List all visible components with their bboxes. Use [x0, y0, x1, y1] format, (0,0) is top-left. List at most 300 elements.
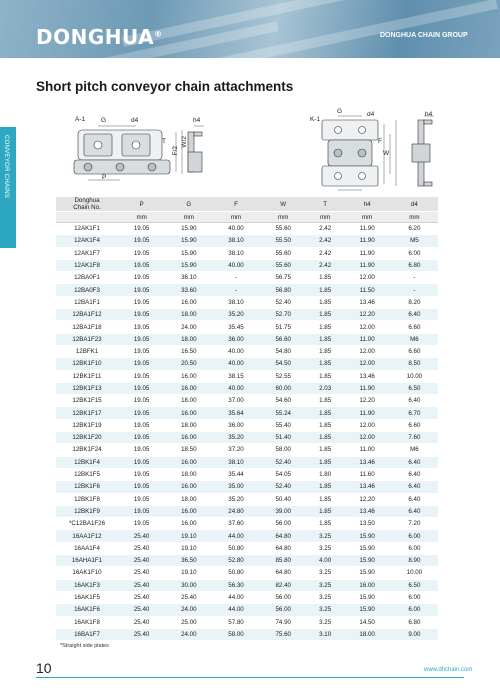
table-row: [56, 358, 438, 370]
value-cell: 56.75: [260, 272, 307, 284]
chain-number-cell: 16AK1F10: [56, 567, 118, 579]
value-cell: 10.00: [391, 567, 438, 579]
chain-number-cell: 12BA1F18: [56, 321, 118, 333]
value-cell: 18.50: [165, 444, 212, 456]
value-cell: 11.90: [344, 247, 391, 259]
chain-number-cell: 12AK1F4: [56, 235, 118, 247]
value-cell: 54.60: [260, 395, 307, 407]
chain-number-cell: 16AK1F8: [56, 616, 118, 628]
value-cell: 64.80: [260, 530, 307, 542]
footnote: *Straight side plates: [60, 643, 109, 649]
value-cell: 44.00: [212, 591, 259, 603]
footer-divider: [36, 677, 464, 678]
value-cell: 12.20: [344, 395, 391, 407]
chain-number-cell: 12BK1F9: [56, 505, 118, 517]
value-cell: -: [391, 284, 438, 296]
chain-number-cell: 16BA1F7: [56, 628, 118, 640]
unit-d4: mm: [391, 212, 438, 223]
value-cell: 12.00: [344, 272, 391, 284]
value-cell: 6.60: [391, 345, 438, 357]
value-cell: 37.20: [212, 444, 259, 456]
value-cell: 56.00: [260, 591, 307, 603]
chain-number-cell: 16AK1F6: [56, 604, 118, 616]
value-cell: 6.80: [391, 259, 438, 271]
value-cell: 12.00: [344, 345, 391, 357]
table-row: [56, 247, 438, 259]
value-cell: 85.80: [260, 555, 307, 567]
table-row: [56, 628, 438, 640]
value-cell: 6.50: [391, 579, 438, 591]
value-cell: 11.00: [344, 444, 391, 456]
table-row: [56, 432, 438, 444]
value-cell: 7.20: [391, 518, 438, 530]
value-cell: -: [212, 284, 259, 296]
value-cell: 25.40: [118, 604, 165, 616]
table-row: [56, 616, 438, 628]
value-cell: 19.05: [118, 432, 165, 444]
value-cell: 2.03: [307, 382, 344, 394]
value-cell: 1.85: [307, 370, 344, 382]
value-cell: 52.40: [260, 481, 307, 493]
value-cell: 6.60: [391, 419, 438, 431]
value-cell: 55.40: [260, 419, 307, 431]
chain-number-cell: 12BK1F17: [56, 407, 118, 419]
chain-number-cell: 12BA0F1: [56, 272, 118, 284]
value-cell: 18.00: [165, 395, 212, 407]
value-cell: 19.05: [118, 259, 165, 271]
value-cell: 19.05: [118, 247, 165, 259]
value-cell: 3.25: [307, 616, 344, 628]
value-cell: 13.46: [344, 296, 391, 308]
value-cell: 19.05: [118, 309, 165, 321]
value-cell: M6: [391, 333, 438, 345]
value-cell: 1.85: [307, 345, 344, 357]
value-cell: 18.00: [165, 493, 212, 505]
value-cell: 19.10: [165, 530, 212, 542]
value-cell: 15.90: [344, 555, 391, 567]
value-cell: 12.00: [344, 358, 391, 370]
table-row: [56, 555, 438, 567]
value-cell: 3.25: [307, 567, 344, 579]
value-cell: 25.40: [118, 530, 165, 542]
chain-number-cell: 12BK1F24: [56, 444, 118, 456]
website-link[interactable]: www.dhchain.com: [424, 667, 473, 673]
value-cell: 30.00: [165, 579, 212, 591]
chain-number-cell: 16AA1F12: [56, 530, 118, 542]
value-cell: 64.80: [260, 567, 307, 579]
value-cell: 33.60: [165, 284, 212, 296]
value-cell: 15.90: [165, 247, 212, 259]
diagram-k-dim-w: W: [383, 150, 390, 157]
value-cell: 11.90: [344, 259, 391, 271]
value-cell: 19.05: [118, 358, 165, 370]
value-cell: 19.10: [165, 567, 212, 579]
table-row: [56, 333, 438, 345]
section-tab: CONVEYOR CHAINS: [0, 127, 16, 248]
value-cell: 50.80: [212, 567, 259, 579]
value-cell: 19.05: [118, 456, 165, 468]
value-cell: 25.40: [118, 542, 165, 554]
value-cell: 1.85: [307, 272, 344, 284]
value-cell: 50.40: [260, 493, 307, 505]
value-cell: 36.50: [165, 555, 212, 567]
value-cell: 19.05: [118, 345, 165, 357]
value-cell: 25.40: [118, 567, 165, 579]
chain-number-cell: 12AK1F8: [56, 259, 118, 271]
value-cell: 15.90: [165, 223, 212, 235]
chain-number-cell: 12BK1F6: [56, 481, 118, 493]
value-cell: 1.85: [307, 432, 344, 444]
value-cell: 16.00: [165, 382, 212, 394]
value-cell: 24.00: [165, 604, 212, 616]
value-cell: 35.45: [212, 321, 259, 333]
value-cell: 12.20: [344, 309, 391, 321]
value-cell: 44.00: [212, 604, 259, 616]
value-cell: 1.85: [307, 493, 344, 505]
chain-number-cell: 12BK1F20: [56, 432, 118, 444]
value-cell: 13.46: [344, 505, 391, 517]
value-cell: 6.40: [391, 493, 438, 505]
table-row: [56, 259, 438, 271]
diagram-a-dim-w: W/2: [181, 136, 188, 148]
unit-t: mm: [307, 212, 344, 223]
value-cell: 19.10: [165, 542, 212, 554]
value-cell: 16.50: [165, 345, 212, 357]
diagram-a-dim-f: F/2: [172, 146, 179, 156]
value-cell: 18.00: [165, 419, 212, 431]
value-cell: 40.00: [212, 259, 259, 271]
value-cell: 19.05: [118, 223, 165, 235]
page-number: 10: [36, 660, 52, 676]
value-cell: 19.05: [118, 333, 165, 345]
diagram-k-drawing: [318, 114, 448, 194]
table-row: [56, 235, 438, 247]
value-cell: 19.05: [118, 518, 165, 530]
value-cell: 52.40: [260, 296, 307, 308]
value-cell: 3.10: [307, 628, 344, 640]
value-cell: 37.00: [212, 395, 259, 407]
value-cell: 64.80: [260, 542, 307, 554]
value-cell: 55.50: [260, 235, 307, 247]
table-row: [56, 468, 438, 480]
table-row: [56, 395, 438, 407]
value-cell: 25.00: [165, 616, 212, 628]
value-cell: 24.00: [165, 321, 212, 333]
chain-number-cell: 12BK1F15: [56, 395, 118, 407]
value-cell: 18.00: [165, 333, 212, 345]
table-row: [56, 223, 438, 235]
value-cell: 25.40: [118, 628, 165, 640]
value-cell: 37.60: [212, 518, 259, 530]
value-cell: 11.50: [344, 284, 391, 296]
value-cell: 2.42: [307, 223, 344, 235]
value-cell: 15.90: [165, 259, 212, 271]
value-cell: 2.42: [307, 247, 344, 259]
value-cell: 44.00: [212, 530, 259, 542]
value-cell: 52.80: [212, 555, 259, 567]
chain-number-cell: 12BK1F10: [56, 358, 118, 370]
value-cell: 39.00: [260, 505, 307, 517]
value-cell: 1.80: [307, 468, 344, 480]
value-cell: 55.60: [260, 223, 307, 235]
value-cell: 11.00: [344, 333, 391, 345]
value-cell: 1.85: [307, 309, 344, 321]
value-cell: 56.30: [212, 579, 259, 591]
value-cell: 36.10: [165, 272, 212, 284]
diagram-a-dim-t: T: [162, 138, 166, 145]
value-cell: 38.10: [212, 247, 259, 259]
value-cell: 25.40: [118, 616, 165, 628]
chain-number-cell: 16AHA1F1: [56, 555, 118, 567]
value-cell: 11.90: [344, 223, 391, 235]
table-row: [56, 370, 438, 382]
value-cell: 7.60: [391, 432, 438, 444]
unit-w: mm: [260, 212, 307, 223]
chain-number-cell: 12BK1F4: [56, 456, 118, 468]
value-cell: 12.00: [344, 321, 391, 333]
value-cell: 35.20: [212, 432, 259, 444]
value-cell: 3.25: [307, 542, 344, 554]
table-row: [56, 407, 438, 419]
group-name: DONGHUA CHAIN GROUP: [380, 32, 468, 39]
value-cell: 1.85: [307, 333, 344, 345]
chain-number-cell: 16AA1F4: [56, 542, 118, 554]
value-cell: 18.00: [165, 309, 212, 321]
value-cell: 6.00: [391, 247, 438, 259]
donghua-logo: DONGHUA®: [36, 25, 163, 49]
value-cell: 19.05: [118, 272, 165, 284]
value-cell: 1.85: [307, 444, 344, 456]
value-cell: 6.00: [391, 591, 438, 603]
chain-number-cell: 16AK1F3: [56, 579, 118, 591]
diagram-a-dim-g: G: [101, 117, 107, 124]
value-cell: 13.50: [344, 518, 391, 530]
value-cell: M5: [391, 235, 438, 247]
value-cell: 19.05: [118, 395, 165, 407]
value-cell: 18.00: [165, 468, 212, 480]
value-cell: 1.85: [307, 481, 344, 493]
value-cell: 6.00: [391, 542, 438, 554]
value-cell: 1.85: [307, 456, 344, 468]
value-cell: 16.00: [165, 370, 212, 382]
value-cell: 35.00: [212, 481, 259, 493]
value-cell: 1.85: [307, 284, 344, 296]
chain-number-cell: 12BK1F8: [56, 493, 118, 505]
value-cell: 16.00: [165, 481, 212, 493]
chain-number-cell: 16AK1F5: [56, 591, 118, 603]
value-cell: 51.75: [260, 321, 307, 333]
table-row: [56, 345, 438, 357]
value-cell: 6.80: [391, 616, 438, 628]
table-units-row: [56, 212, 438, 223]
value-cell: 12.00: [344, 419, 391, 431]
value-cell: 1.85: [307, 395, 344, 407]
value-cell: 56.00: [260, 604, 307, 616]
value-cell: 15.90: [344, 591, 391, 603]
value-cell: 36.00: [212, 419, 259, 431]
value-cell: 54.50: [260, 358, 307, 370]
table-row: [56, 530, 438, 542]
value-cell: 52.40: [260, 456, 307, 468]
spec-table: [56, 197, 438, 641]
value-cell: -: [391, 272, 438, 284]
header-d4: d4: [391, 197, 438, 212]
table-row: [56, 542, 438, 554]
header-f: F: [212, 197, 259, 212]
value-cell: 11.90: [344, 407, 391, 419]
value-cell: 15.90: [165, 235, 212, 247]
value-cell: 25.40: [118, 555, 165, 567]
chain-number-cell: 12BA0F3: [56, 284, 118, 296]
diagram-k-dim-g: G: [337, 108, 343, 115]
value-cell: 38.10: [212, 456, 259, 468]
value-cell: 6.00: [391, 604, 438, 616]
value-cell: 19.05: [118, 382, 165, 394]
value-cell: 55.24: [260, 407, 307, 419]
unit-p: mm: [118, 212, 165, 223]
value-cell: 15.90: [344, 542, 391, 554]
chain-number-cell: 12BK1F5: [56, 468, 118, 480]
value-cell: 38.15: [212, 370, 259, 382]
value-cell: 19.05: [118, 321, 165, 333]
chain-number-cell: 12BA1F1: [56, 296, 118, 308]
chain-number-cell: 12BK1F19: [56, 419, 118, 431]
value-cell: 19.05: [118, 407, 165, 419]
value-cell: 8.20: [391, 296, 438, 308]
value-cell: 12.00: [344, 432, 391, 444]
value-cell: 2.42: [307, 235, 344, 247]
value-cell: 6.40: [391, 505, 438, 517]
unit-f: mm: [212, 212, 259, 223]
page-title: Short pitch conveyor chain attachments: [36, 79, 294, 94]
value-cell: 6.40: [391, 468, 438, 480]
table-row: [56, 296, 438, 308]
table-row: [56, 309, 438, 321]
value-cell: 52.55: [260, 370, 307, 382]
value-cell: 3.25: [307, 530, 344, 542]
value-cell: 6.40: [391, 309, 438, 321]
diagram-k-label: K-1: [310, 116, 321, 123]
value-cell: 19.05: [118, 370, 165, 382]
value-cell: 19.05: [118, 419, 165, 431]
value-cell: 74.90: [260, 616, 307, 628]
value-cell: 13.46: [344, 456, 391, 468]
value-cell: 15.90: [344, 604, 391, 616]
diagram-k-dim-h4: h4: [425, 111, 433, 118]
table-row: [56, 505, 438, 517]
value-cell: 6.60: [391, 321, 438, 333]
value-cell: 19.05: [118, 296, 165, 308]
table-row: [56, 518, 438, 530]
value-cell: 19.05: [118, 493, 165, 505]
value-cell: 82.40: [260, 579, 307, 591]
diagram-a-drawing: [70, 122, 220, 192]
table-row: [56, 567, 438, 579]
value-cell: 6.20: [391, 223, 438, 235]
value-cell: 54.80: [260, 345, 307, 357]
value-cell: 24.80: [212, 505, 259, 517]
value-cell: 25.40: [165, 591, 212, 603]
table-row: [56, 284, 438, 296]
table-row: [56, 579, 438, 591]
value-cell: 19.05: [118, 235, 165, 247]
chain-number-cell: 12BA1F23: [56, 333, 118, 345]
value-cell: 54.05: [260, 468, 307, 480]
value-cell: 16.00: [165, 518, 212, 530]
value-cell: 60.00: [260, 382, 307, 394]
value-cell: 8.50: [391, 358, 438, 370]
chain-number-cell: 12AK1F1: [56, 223, 118, 235]
value-cell: 25.40: [118, 591, 165, 603]
value-cell: 20.50: [165, 358, 212, 370]
chain-number-cell: 12BK1F13: [56, 382, 118, 394]
value-cell: 18.00: [344, 628, 391, 640]
value-cell: 50.80: [212, 542, 259, 554]
value-cell: -: [212, 272, 259, 284]
value-cell: 1.85: [307, 518, 344, 530]
value-cell: 10.00: [391, 370, 438, 382]
value-cell: 16.00: [344, 579, 391, 591]
unit-g: mm: [165, 212, 212, 223]
chain-number-cell: 12BA1F12: [56, 309, 118, 321]
value-cell: 75.60: [260, 628, 307, 640]
value-cell: 1.85: [307, 358, 344, 370]
value-cell: 3.25: [307, 604, 344, 616]
value-cell: 57.80: [212, 616, 259, 628]
table-row: [56, 382, 438, 394]
value-cell: 56.80: [260, 284, 307, 296]
value-cell: 56.60: [260, 333, 307, 345]
header-t: T: [307, 197, 344, 212]
value-cell: 11.90: [344, 382, 391, 394]
value-cell: 1.85: [307, 419, 344, 431]
value-cell: 6.40: [391, 395, 438, 407]
unit-h4: mm: [344, 212, 391, 223]
value-cell: 19.05: [118, 481, 165, 493]
value-cell: 38.10: [212, 296, 259, 308]
value-cell: 55.60: [260, 259, 307, 271]
diagram-a-label: A-1: [75, 116, 86, 123]
value-cell: 19.05: [118, 284, 165, 296]
table-row: [56, 321, 438, 333]
value-cell: 16.00: [165, 296, 212, 308]
value-cell: 16.00: [165, 407, 212, 419]
table-row: [56, 456, 438, 468]
diagram-k-dim-f: F: [378, 138, 382, 145]
value-cell: 6.40: [391, 481, 438, 493]
table-row: [56, 493, 438, 505]
value-cell: 35.20: [212, 493, 259, 505]
value-cell: 19.05: [118, 468, 165, 480]
value-cell: 6.50: [391, 382, 438, 394]
chain-number-cell: 12BFK1: [56, 345, 118, 357]
value-cell: 58.00: [212, 628, 259, 640]
header-h4: h4: [344, 197, 391, 212]
header-g: G: [165, 197, 212, 212]
value-cell: 12.20: [344, 493, 391, 505]
header-w: W: [260, 197, 307, 212]
value-cell: 58.00: [260, 444, 307, 456]
value-cell: 14.50: [344, 616, 391, 628]
value-cell: 13.46: [344, 481, 391, 493]
value-cell: 16.00: [165, 505, 212, 517]
value-cell: 51.40: [260, 432, 307, 444]
value-cell: 19.05: [118, 444, 165, 456]
value-cell: 16.00: [165, 432, 212, 444]
value-cell: 11.60: [344, 468, 391, 480]
value-cell: M6: [391, 444, 438, 456]
chain-number-cell: 12BK1F11: [56, 370, 118, 382]
